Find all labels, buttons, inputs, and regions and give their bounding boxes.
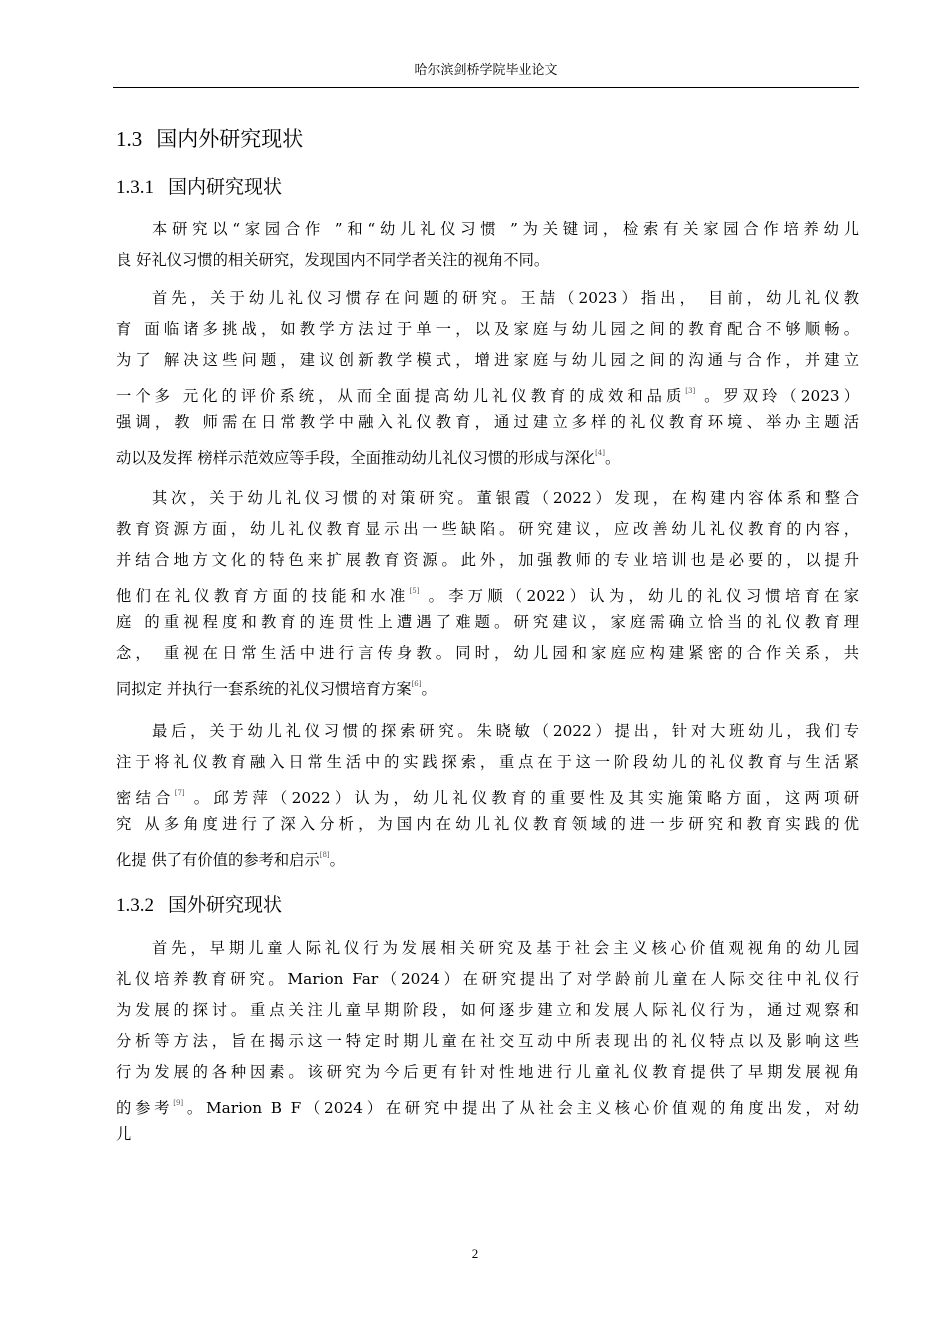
text-line: 为了 解决这些问题，建议创新教学模式，增进家庭与幼儿园之间的沟通与合作，并建立 xyxy=(116,351,859,369)
page-number: 2 xyxy=(471,1246,479,1261)
text-line: 究 从多角度进行了深入分析，为国内在幼儿礼仪教育领域的进一步研究和教育实践的优 xyxy=(116,815,859,833)
section-heading xyxy=(116,124,303,154)
subsection-title: 国外研究现状 xyxy=(168,894,283,916)
text-line: 念， 重视在日常生活中进行言传身教。同时，幼儿园和家庭应构建紧密的合作关系，共 xyxy=(116,644,859,662)
text-line: 一个多 元化的评价系统，从而全面提高幼儿礼仪教育的成效和品质[3] 。罗双玲（2023） xyxy=(116,387,859,405)
paragraph-strategies xyxy=(116,483,859,700)
text-line: 良 好礼仪习惯的相关研究，发现国内不同学者关注的视角不同。 xyxy=(116,251,550,269)
text-line: 首先，早期儿童人际礼仪行为发展相关研究及基于社会主义核心价值观视角的幼儿园 xyxy=(152,939,859,957)
text-line: 化提 供了有价值的参考和启示[8]。 xyxy=(116,851,345,869)
text-line: 礼仪培养教育研究。Marion Far（2024）在研究提出了对学龄前儿童在人际交往中礼仪行 xyxy=(116,970,859,988)
header-rule xyxy=(113,87,859,88)
citation-ref: [6] xyxy=(411,680,422,688)
text-line: 本研究以“家园合作 ”和“幼儿礼仪习惯 ”为关键词，检索有关家园合作培养幼儿 xyxy=(152,220,859,238)
citation-ref: [7] xyxy=(174,789,185,797)
text-line: 强调，教 师需在日常教学中融入礼仪教育，通过建立多样的礼仪教育环境、举办主题活 xyxy=(116,413,859,431)
subsection-title: 国内研究现状 xyxy=(168,176,283,198)
paragraph-foreign-research xyxy=(116,933,859,1150)
paragraph-intro xyxy=(116,214,859,276)
page-header: 哈尔滨剑桥学院毕业论文 xyxy=(414,63,558,78)
citation-ref: [8] xyxy=(319,851,330,859)
text-line: 首先，关于幼儿礼仪习惯存在问题的研究。王喆（2023）指出， 目前，幼儿礼仪教 xyxy=(152,289,859,307)
text-line: 行为发展的各种因素。该研究为今后更有针对性地进行儿童礼仪教育提供了早期发展视角 xyxy=(116,1063,859,1081)
text-line: 庭 的重视程度和教育的连贯性上遭遇了难题。研究建议，家庭需确立恰当的礼仪教育理 xyxy=(116,613,859,631)
citation-ref: [9] xyxy=(173,1099,184,1107)
section-number: 1.3 xyxy=(116,127,143,151)
text-line: 并结合地方文化的特色来扩展教育资源。此外，加强教师的专业培训也是必要的，以提升 xyxy=(116,551,859,569)
citation-ref: [5] xyxy=(409,587,420,595)
text-line: 育 面临诸多挑战，如教学方法过于单一，以及家庭与幼儿园之间的教育配合不够顺畅。 xyxy=(116,320,859,338)
subsection-heading-domestic xyxy=(116,173,282,202)
subsection-number: 1.3.2 xyxy=(116,895,154,916)
text-line: 分析等方法，旨在揭示这一特定时期儿童在社交互动中所表现出的礼仪特点以及影响这些 xyxy=(116,1032,859,1050)
text-line: 最后，关于幼儿礼仪习惯的探索研究。朱晓敏（2022）提出，针对大班幼儿，我们专 xyxy=(152,722,859,740)
paragraph-problems xyxy=(116,283,859,469)
text-line: 为发展的探讨。重点关注儿童早期阶段，如何逐步建立和发展人际礼仪行为，通过观察和 xyxy=(116,1001,859,1019)
paragraph-exploration xyxy=(116,716,859,871)
text-line: 儿 xyxy=(116,1125,132,1143)
citation-ref: [3] xyxy=(685,387,696,395)
text-line: 动以及发挥 榜样示范效应等手段，全面推动幼儿礼仪习惯的形成与深化[4]。 xyxy=(116,449,621,467)
text-line: 其次，关于幼儿礼仪习惯的对策研究。董银霞（2022）发现，在构建内容体系和整合 xyxy=(152,489,859,507)
citation-ref: [4] xyxy=(595,449,605,457)
text-line: 同拟定 并执行一套系统的礼仪习惯培育方案[6]。 xyxy=(116,680,437,698)
section-title: 国内外研究现状 xyxy=(156,127,304,151)
text-line: 注于将礼仪教育融入日常生活中的实践探索，重点在于这一阶段幼儿的礼仪教育与生活紧 xyxy=(116,753,859,771)
subsection-heading-foreign xyxy=(116,891,282,920)
subsection-number: 1.3.1 xyxy=(116,177,154,198)
text-line: 的参考[9]。Marion B F（2024）在研究中提出了从社会主义核心价值观的角度出发，对幼 xyxy=(116,1099,859,1117)
text-line: 教育资源方面，幼儿礼仪教育显示出一些缺陷。研究建议，应改善幼儿礼仪教育的内容， xyxy=(116,520,859,538)
text-line: 他们在礼仪教育方面的技能和水准[5] 。李万顺（2022）认为，幼儿的礼仪习惯培育在家 xyxy=(116,587,859,605)
text-line: 密结合[7] 。邱芳萍（2022）认为，幼儿礼仪教育的重要性及其实施策略方面，这两项研 xyxy=(116,789,859,807)
